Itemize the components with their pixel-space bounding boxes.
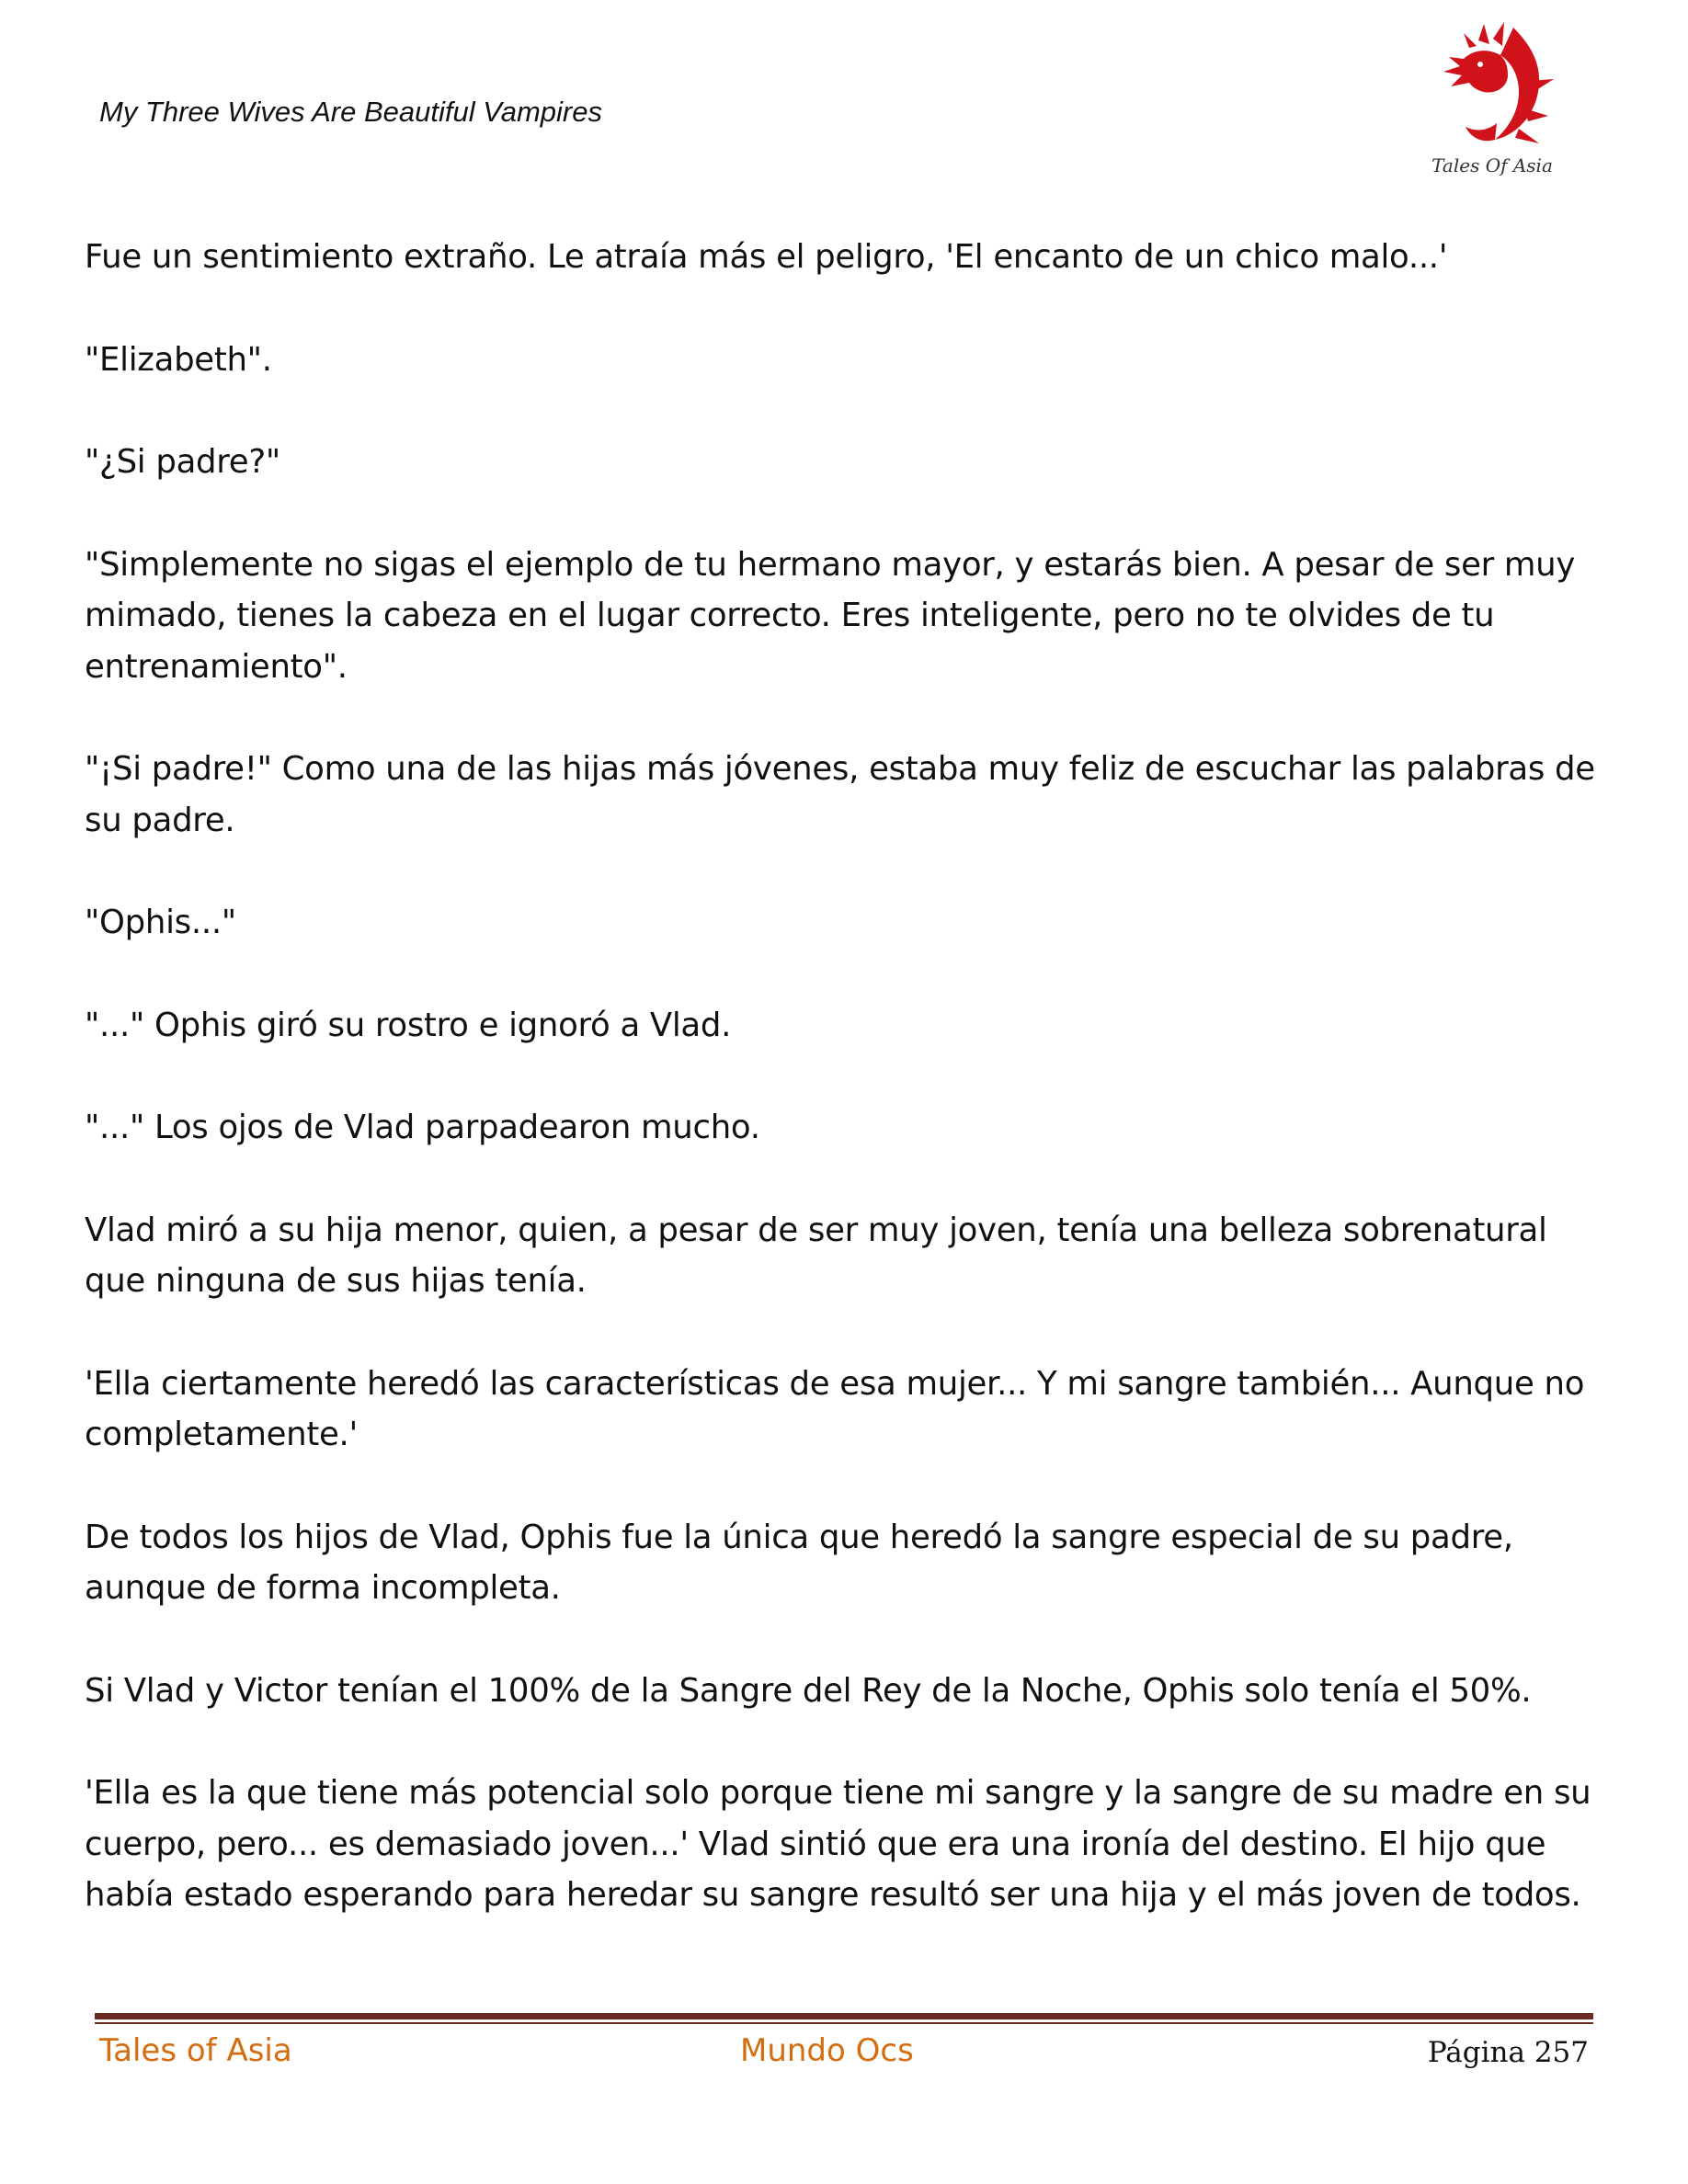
footer-divider-thin <box>95 2022 1593 2024</box>
paragraph: 'Ella es la que tiene más potencial solo porque tiene mi sangre y la sangre de su madre en su cuerpo, pero... es demasiado joven...' Vlad sintió que era una ironía del destino. El hijo que había estado esperando para heredar su sangre resultó ser una hija y el más joven de todos. <box>85 1774 1591 1914</box>
paragraph: "Simplemente no sigas el ejemplo de tu hermano mayor, y estarás bien. A pesar de ser muy mimado, tienes la cabeza en el lugar correcto. Eres inteligente, pero no te olvides de tu entrenamiento". <box>85 545 1576 686</box>
footer-group: Mundo Ocs <box>740 2032 914 2069</box>
page-number: Página 257 <box>1427 2036 1589 2069</box>
tales-of-asia-logo <box>1423 20 1561 184</box>
footer-divider <box>95 2013 1593 2024</box>
paragraph: "Elizabeth". <box>85 340 272 379</box>
logo-text: Tales Of Asia <box>1431 154 1553 176</box>
document-title: My Three Wives Are Beautiful Vampires <box>99 96 602 128</box>
paragraph: Si Vlad y Victor tenían el 100% de la Sangre del Rey de la Noche, Ophis solo tenía el 50%. <box>85 1671 1532 1710</box>
paragraph: Fue un sentimiento extraño. Le atraía más el peligro, 'El encanto de un chico malo...' <box>85 238 1448 276</box>
footer-divider-thick <box>95 2013 1593 2019</box>
paragraph: De todos los hijos de Vlad, Ophis fue la única que heredó la sangre especial de su padre, aunque de forma incompleta. <box>85 1518 1513 1607</box>
paragraph: "¡Si padre!" Como una de las hijas más jóvenes, estaba muy feliz de escuchar las palabras de su padre. <box>85 750 1595 839</box>
paragraph: 'Ella ciertamente heredó las características de esa mujer... Y mi sangre también... Aunque no completamente.' <box>85 1364 1585 1453</box>
paragraph: Vlad miró a su hija menor, quien, a pesar de ser muy joven, tenía una belleza sobrenatural que ninguna de sus hijas tenía. <box>85 1211 1547 1300</box>
chapter-body <box>85 232 1611 1973</box>
paragraph: "..." Ophis giró su rostro e ignoró a Vlad. <box>85 1006 732 1044</box>
red-dragon-icon <box>1423 20 1561 158</box>
paragraph: "Ophis..." <box>85 904 236 941</box>
paragraph: "¿Si padre?" <box>85 443 280 481</box>
paragraph: "..." Los ojos de Vlad parpadearon mucho. <box>85 1109 760 1146</box>
footer-publisher: Tales of Asia <box>99 2032 292 2069</box>
